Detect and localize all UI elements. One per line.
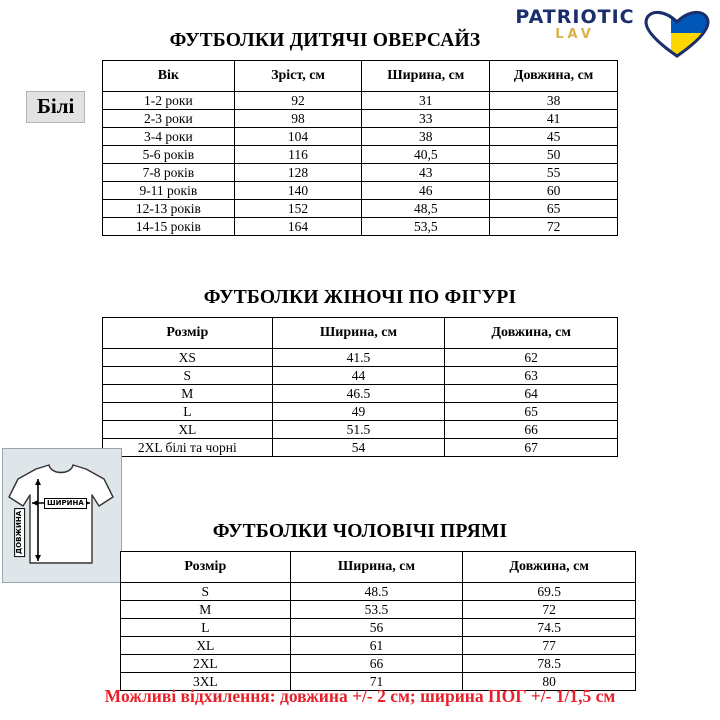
size-table-men xyxy=(120,551,636,691)
cell: 128 xyxy=(234,164,362,182)
cell: M xyxy=(103,385,273,403)
cell: XL xyxy=(121,637,291,655)
table-row xyxy=(103,421,618,439)
cell: L xyxy=(103,403,273,421)
table-row xyxy=(121,601,636,619)
table-row xyxy=(103,92,618,110)
cell: 53.5 xyxy=(290,601,463,619)
cell: 48.5 xyxy=(290,583,463,601)
cell: M xyxy=(121,601,291,619)
cell: 71 xyxy=(290,673,463,691)
cell: 44 xyxy=(272,367,445,385)
table-row xyxy=(103,403,618,421)
cell: 51.5 xyxy=(272,421,445,439)
column-header: Розмір xyxy=(103,318,273,349)
cell: 152 xyxy=(234,200,362,218)
cell: XS xyxy=(103,349,273,367)
table-row xyxy=(103,218,618,236)
cell: 61 xyxy=(290,637,463,655)
cell: 77 xyxy=(463,637,636,655)
width-caption: ШИРИНА xyxy=(44,498,87,509)
brand-name: PATRIOTIC xyxy=(515,6,635,28)
cell: L xyxy=(121,619,291,637)
cell: 104 xyxy=(234,128,362,146)
table-row xyxy=(121,619,636,637)
brand-subtitle: LAV xyxy=(555,26,595,42)
cell: 3XL xyxy=(121,673,291,691)
cell: 72 xyxy=(490,218,618,236)
cell: 72 xyxy=(463,601,636,619)
cell: 74.5 xyxy=(463,619,636,637)
table-row xyxy=(103,439,618,457)
cell: 54 xyxy=(272,439,445,457)
cell: 62 xyxy=(445,349,618,367)
cell: 78.5 xyxy=(463,655,636,673)
table-row xyxy=(103,146,618,164)
cell: 69.5 xyxy=(463,583,636,601)
section-title-women: ФУТБОЛКИ ЖІНОЧІ ПО ФІГУРІ xyxy=(203,287,517,308)
cell: 55 xyxy=(490,164,618,182)
tshirt-measure-diagram xyxy=(2,448,122,583)
cell: 140 xyxy=(234,182,362,200)
cell: 12-13 років xyxy=(103,200,235,218)
cell: 45 xyxy=(490,128,618,146)
section-title-kids: ФУТБОЛКИ ДИТЯЧІ ОВЕРСАЙЗ xyxy=(169,30,481,51)
column-header: Довжина, см xyxy=(445,318,618,349)
cell: 80 xyxy=(463,673,636,691)
cell: 1-2 роки xyxy=(103,92,235,110)
cell: 65 xyxy=(490,200,618,218)
cell: 2-3 роки xyxy=(103,110,235,128)
cell: 50 xyxy=(490,146,618,164)
table-row xyxy=(103,349,618,367)
cell: 66 xyxy=(445,421,618,439)
table-header-row xyxy=(103,318,618,349)
cell: S xyxy=(103,367,273,385)
cell: 41 xyxy=(490,110,618,128)
cell: 92 xyxy=(234,92,362,110)
table-row xyxy=(103,200,618,218)
cell: 48,5 xyxy=(362,200,490,218)
table-row xyxy=(103,182,618,200)
column-header: Ширина, см xyxy=(362,61,490,92)
table-row xyxy=(103,385,618,403)
tolerance-note: Можливі відхилення: довжина +/- 2 см; ширина ПОГ +/- 1/1,5 см xyxy=(104,686,616,706)
column-header: Довжина, см xyxy=(490,61,618,92)
cell: 43 xyxy=(362,164,490,182)
cell: 65 xyxy=(445,403,618,421)
cell: 5-6 років xyxy=(103,146,235,164)
size-table-women xyxy=(102,317,618,457)
cell: 98 xyxy=(234,110,362,128)
cell: 38 xyxy=(490,92,618,110)
heart-flag-icon xyxy=(641,8,713,58)
cell: 38 xyxy=(362,128,490,146)
cell: 33 xyxy=(362,110,490,128)
cell: 7-8 років xyxy=(103,164,235,182)
column-header: Розмір xyxy=(121,552,291,583)
cell: 56 xyxy=(290,619,463,637)
cell: 9-11 років xyxy=(103,182,235,200)
cell: 164 xyxy=(234,218,362,236)
column-header: Вік xyxy=(103,61,235,92)
column-header: Зріст, см xyxy=(234,61,362,92)
table-header-row xyxy=(121,552,636,583)
cell: 63 xyxy=(445,367,618,385)
section-title-men: ФУТБОЛКИ ЧОЛОВІЧІ ПРЯМІ xyxy=(212,521,508,542)
cell: 49 xyxy=(272,403,445,421)
cell: 66 xyxy=(290,655,463,673)
cell: 46 xyxy=(362,182,490,200)
column-header: Ширина, см xyxy=(272,318,445,349)
length-caption: ДОВЖИНА xyxy=(14,508,25,557)
cell: 2XL xyxy=(121,655,291,673)
cell: 14-15 років xyxy=(103,218,235,236)
white-color-label: Білі xyxy=(26,91,85,123)
cell: 2XL білі та чорні xyxy=(103,439,273,457)
column-header: Ширина, см xyxy=(290,552,463,583)
table-row xyxy=(121,655,636,673)
cell: 116 xyxy=(234,146,362,164)
cell: 64 xyxy=(445,385,618,403)
table-row xyxy=(103,110,618,128)
cell: S xyxy=(121,583,291,601)
cell: 40,5 xyxy=(362,146,490,164)
column-header: Довжина, см xyxy=(463,552,636,583)
size-table-kids xyxy=(102,60,618,236)
cell: 31 xyxy=(362,92,490,110)
cell: 53,5 xyxy=(362,218,490,236)
table-row xyxy=(103,164,618,182)
cell: 67 xyxy=(445,439,618,457)
cell: 41.5 xyxy=(272,349,445,367)
cell: 60 xyxy=(490,182,618,200)
cell: 46.5 xyxy=(272,385,445,403)
table-header-row xyxy=(103,61,618,92)
cell: XL xyxy=(103,421,273,439)
table-row xyxy=(103,128,618,146)
table-row xyxy=(121,637,636,655)
table-row xyxy=(121,583,636,601)
table-row xyxy=(103,367,618,385)
cell: 3-4 роки xyxy=(103,128,235,146)
